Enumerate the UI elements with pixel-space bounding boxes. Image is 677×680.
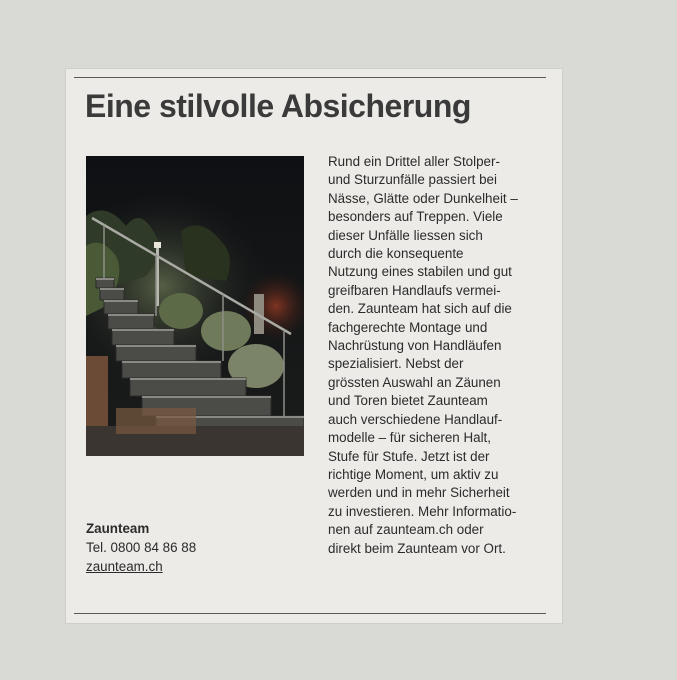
body-line: den. Zaunteam hat sich auf die (328, 301, 512, 317)
body-line: direkt beim Zaunteam vor Ort. (328, 540, 506, 556)
body-line: greifbaren Handlaufs vermei- (328, 282, 501, 298)
body-line: Nässe, Glätte oder Dunkelheit – (328, 190, 518, 206)
body-line: fachgerechte Montage und (328, 319, 488, 335)
body-line: nen auf zaunteam.ch oder (328, 522, 484, 538)
body-line: durch die konsequente (328, 246, 464, 262)
staircase-photo (86, 156, 304, 456)
body-line: und Toren bietet Zaunteam (328, 393, 488, 409)
phone-number: Tel. 0800 84 86 88 (86, 540, 197, 555)
website-link[interactable]: zaunteam.ch (86, 559, 163, 574)
company-name: Zaunteam (86, 521, 150, 536)
body-line: richtige Moment, um aktiv zu (328, 466, 499, 482)
body-line: spezialisiert. Nebst der (328, 356, 464, 372)
body-line: dieser Unfälle liessen sich (328, 227, 483, 243)
body-line: und Sturzunfälle passiert bei (328, 172, 497, 188)
body-line: Nutzung eines stabilen und gut (328, 264, 512, 280)
body-line: auch verschiedene Handlauf- (328, 411, 503, 427)
staircase-handrail-illustration (86, 156, 304, 456)
body-line: modelle – für sicheren Halt, (328, 430, 491, 446)
body-line: Rund ein Drittel aller Stolper- (328, 154, 500, 169)
article-body (328, 153, 560, 558)
body-line: besonders auf Treppen. Viele (328, 209, 503, 225)
body-line: grössten Auswahl an Zäunen (328, 374, 501, 390)
body-line: zu investieren. Mehr Informatio- (328, 503, 517, 519)
newspaper-clipping (65, 68, 563, 624)
top-rule (74, 77, 546, 78)
contact-block (86, 519, 196, 576)
bottom-rule (74, 613, 546, 614)
body-line: werden und in mehr Sicherheit (328, 485, 510, 501)
article-headline: Eine stilvolle Absicherung (85, 88, 471, 124)
body-line: Nachrüstung von Handläufen (328, 338, 502, 354)
body-line: Stufe für Stufe. Jetzt ist der (328, 448, 490, 464)
